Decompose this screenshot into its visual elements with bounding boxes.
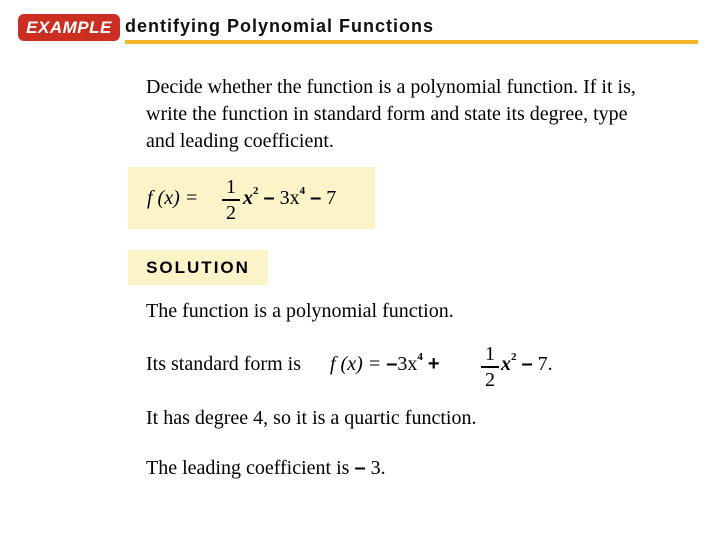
- fraction-numerator: 1: [485, 343, 495, 365]
- fraction-denominator: 2: [226, 202, 236, 224]
- solution-label: SOLUTION: [146, 257, 250, 277]
- title-underline: [125, 40, 698, 44]
- standard-form-rest: $x^2 - 7$.: [501, 351, 553, 375]
- fraction-bar: [222, 199, 240, 201]
- example-badge-label: EXAMPLE: [26, 17, 112, 37]
- standard-form-prefix: Its standard form is: [146, 353, 301, 375]
- given-function-lhs: f (x) =: [147, 187, 199, 209]
- fraction-numerator: 1: [226, 176, 236, 198]
- given-function-fraction: [222, 177, 240, 223]
- fraction-bar: [481, 366, 499, 368]
- given-function-terms: $x^2 - 3x^4 - 7$: [243, 185, 337, 209]
- problem-line-3: and leading coefficient.: [146, 130, 334, 152]
- example-badge: [18, 14, 120, 41]
- page-title: dentifying Polynomial Functions: [125, 16, 435, 36]
- leading-coefficient-statement: The leading coefficient is – 3.: [146, 457, 386, 479]
- fraction-denominator: 2: [485, 369, 495, 391]
- solution-statement: The function is a polynomial function.: [146, 300, 454, 322]
- problem-line-2: write the function in standard form and state its degree, type: [146, 103, 628, 125]
- problem-statement: [146, 74, 706, 155]
- degree-statement: It has degree 4, so it is a quartic function.: [146, 407, 477, 429]
- solution-label-box: [128, 250, 268, 285]
- standard-form-fraction: [481, 344, 499, 390]
- problem-line-1: Decide whether the function is a polynomial function. If it is,: [146, 76, 636, 98]
- standard-form-lhs: f $(x) = -3x^4$ +: [330, 351, 440, 375]
